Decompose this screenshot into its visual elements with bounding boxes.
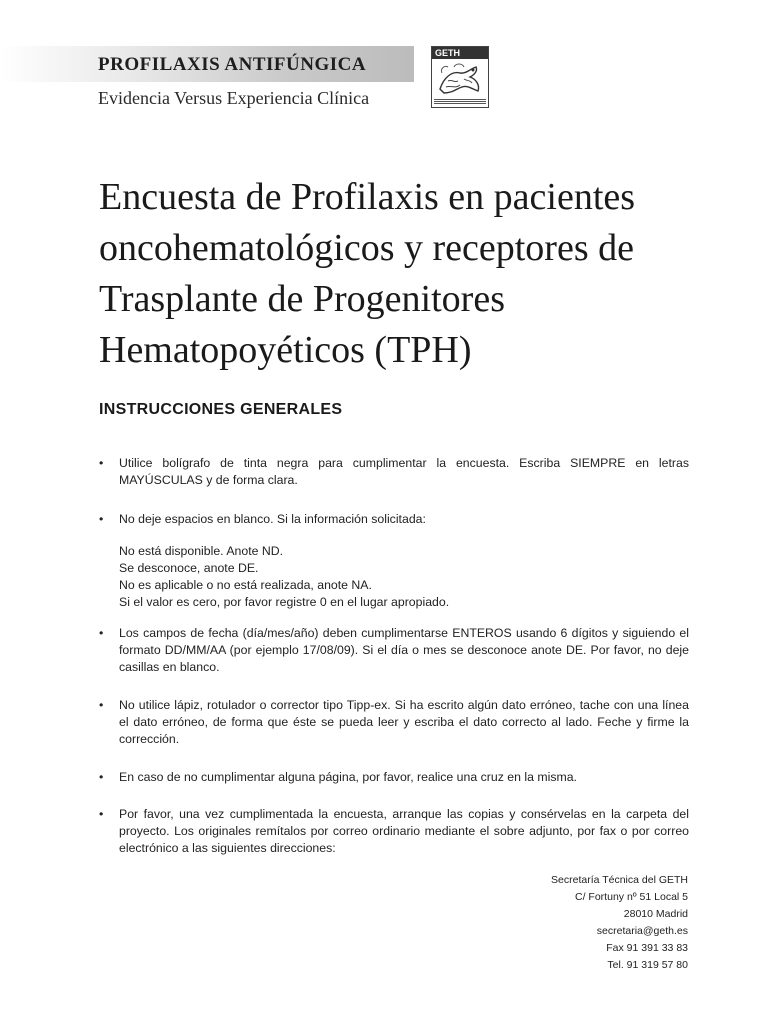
bullet-text: Los campos de fecha (día/mes/año) deben cumplimentarse ENTEROS usando 6 dígitos y siguiendo el formato DD/MM/AA (por ejemplo 17/08/09). Si el día o mes se desconoce anote DE. Por favor, no deje casillas en blanco.	[119, 626, 689, 674]
sub-item: No está disponible. Anote ND.	[119, 544, 284, 558]
sub-item: Se desconoce, anote DE.	[119, 561, 259, 575]
sub-list	[119, 543, 689, 611]
list-item	[99, 806, 689, 857]
fax-number: Fax 91 391 33 83	[606, 942, 688, 954]
header-subtitle: Evidencia Versus Experiencia Clínica	[98, 88, 370, 108]
list-item	[99, 455, 689, 489]
logo-label: GETH	[432, 47, 488, 59]
phone-number: Tel. 91 319 57 80	[607, 959, 688, 971]
address-line: C/ Fortuny nº 51 Local 5	[575, 891, 688, 903]
logo-caption	[434, 99, 486, 105]
bullet-text: En caso de no cumplimentar alguna página, por favor, realice una cruz en la misma.	[119, 770, 577, 784]
list-item	[99, 511, 689, 611]
dragon-emblem-icon	[434, 59, 486, 99]
bullet-text: No utilice lápiz, rotulador o corrector tipo Tipp-ex. Si ha escrito algún dato erróneo, tache con una línea el dato erróneo, de forma que éste se pueda leer y escriba el dato correcto al lado. Feche y firme la corrección.	[119, 698, 689, 746]
header-title: PROFILAXIS ANTIFÚNGICA	[98, 54, 367, 75]
sub-item: No es aplicable o no está realizada, anote NA.	[119, 578, 372, 592]
bullet-text: No deje espacios en blanco. Si la información solicitada:	[119, 512, 426, 526]
section-heading: INSTRUCCIONES GENERALES	[99, 401, 343, 418]
contact-address	[551, 872, 688, 974]
geth-logo	[431, 46, 489, 108]
list-item	[99, 625, 689, 676]
sub-item: Si el valor es cero, por favor registre 0 en el lugar apropiado.	[119, 595, 450, 609]
bullet-text: Por favor, una vez cumplimentada la encuesta, arranque las copias y consérvelas en la carpeta del proyecto. Los originales remítalos por correo ordinario mediante el sobre adjunto, por fax o por correo electrónico a las siguientes direcciones:	[119, 807, 689, 855]
address-line: 28010 Madrid	[623, 908, 688, 920]
instructions-list	[99, 455, 689, 857]
list-item	[99, 697, 689, 748]
address-line: Secretaría Técnica del GETH	[551, 874, 688, 886]
list-item	[99, 769, 689, 786]
bullet-text: Utilice bolígrafo de tinta negra para cumplimentar la encuesta. Escriba SIEMPRE en letras MAYÚSCULAS y de forma clara.	[119, 456, 689, 487]
document-title: Encuesta de Profilaxis en pacientes oncohematológicos y receptores de Trasplante de Progenitores Hematopoyéticos (TPH)	[99, 176, 636, 371]
email-link[interactable]: secretaria@geth.es	[596, 925, 688, 937]
